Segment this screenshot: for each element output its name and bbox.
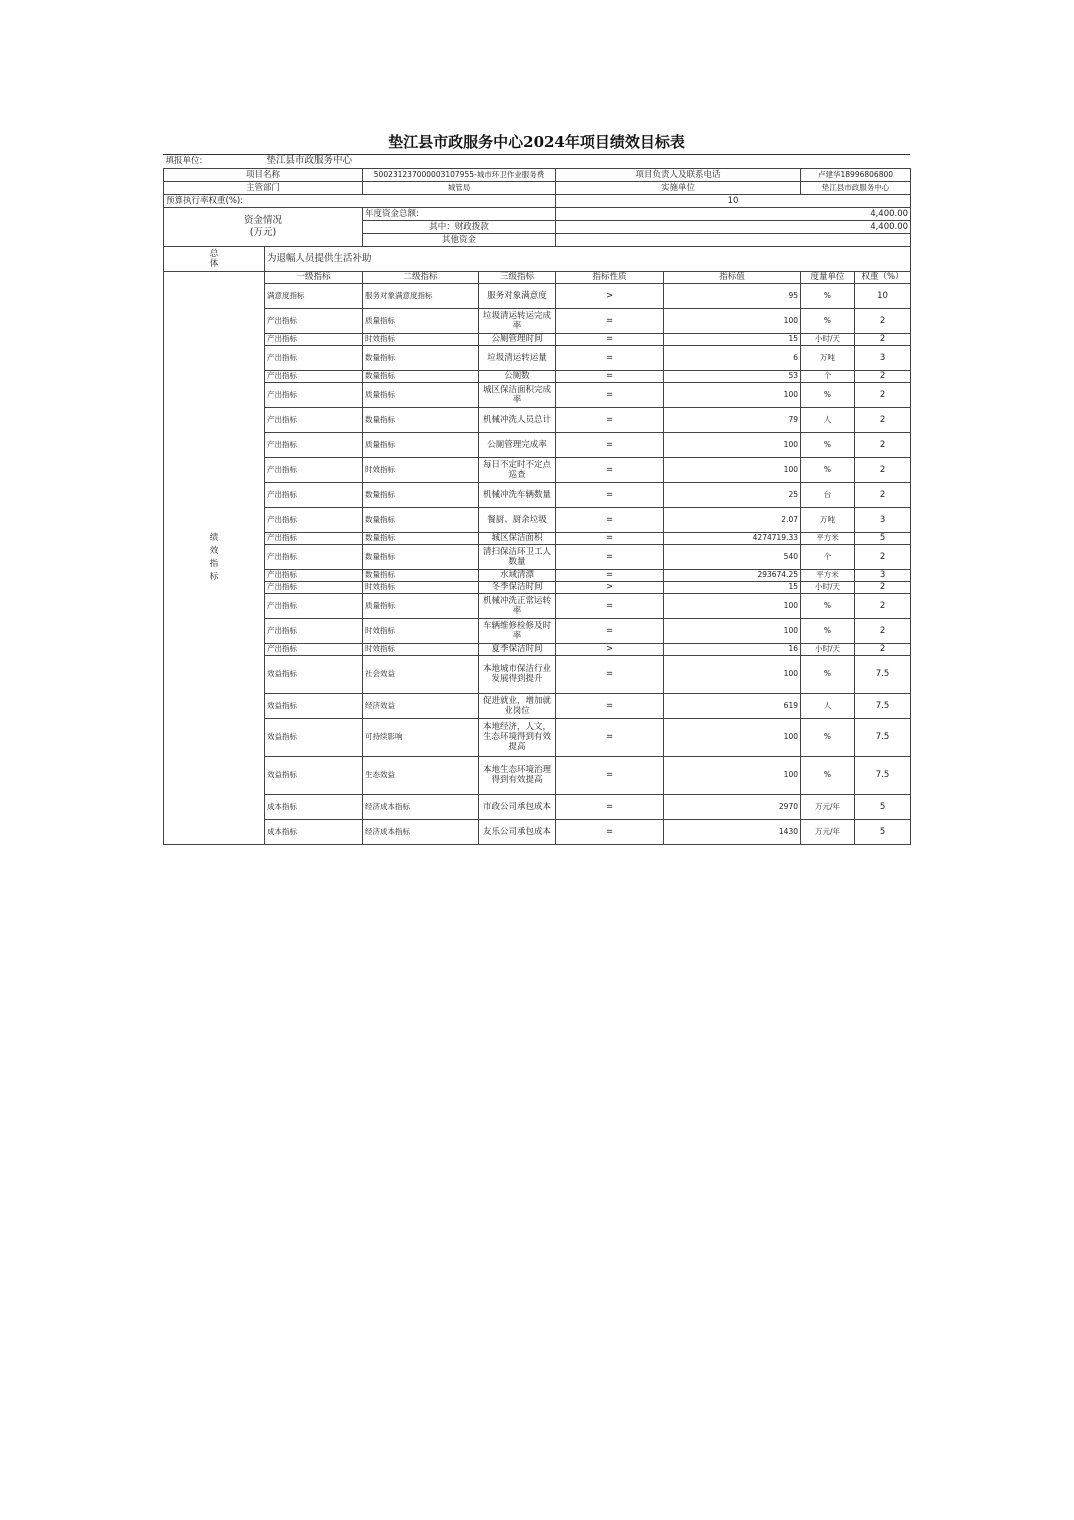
table-row [164, 643, 911, 655]
value-cell: 540 [664, 544, 801, 569]
impl-label: 实施单位 [556, 181, 801, 194]
value-cell: 2.07 [664, 507, 801, 532]
weight-cell: 7.5 [855, 693, 911, 718]
unit-cell: 万元/年 [801, 819, 855, 844]
annual-total-label: 年度资金总额: [363, 207, 556, 220]
level1-cell: 产出指标 [265, 345, 363, 370]
value-cell: 100 [664, 618, 801, 643]
fiscal-label: 其中：财政拨款 [363, 220, 556, 233]
table-row [164, 382, 911, 407]
level1-cell: 产出指标 [265, 370, 363, 382]
weight-cell: 2 [855, 370, 911, 382]
unit-label: 填报单位: [165, 156, 203, 167]
level3-cell: 垃圾清运转运完成率 [479, 308, 556, 333]
level1-cell: 产出指标 [265, 333, 363, 345]
value-cell: 100 [664, 593, 801, 618]
table-row [164, 819, 911, 844]
weight-cell: 2 [855, 308, 911, 333]
level2-cell: 数量指标 [363, 507, 479, 532]
level2-cell: 质量指标 [363, 432, 479, 457]
level3-cell: 本地城市保洁行业发展得到提升 [479, 655, 556, 693]
budget-rate-row [164, 194, 911, 207]
nature-cell: > [556, 283, 664, 308]
level2-cell: 时效指标 [363, 333, 479, 345]
level2-cell: 经济成本指标 [363, 794, 479, 819]
table-row [164, 507, 911, 532]
weight-cell: 2 [855, 544, 911, 569]
level2-cell: 时效指标 [363, 643, 479, 655]
level1-cell: 效益指标 [265, 655, 363, 693]
funds-label: 资金情况 [243, 214, 282, 226]
level1-cell: 成本指标 [265, 819, 363, 844]
weight-cell: 3 [855, 345, 911, 370]
nature-cell: = [556, 618, 664, 643]
level1-cell: 满意度指标 [265, 283, 363, 308]
overall-value: 为退幅人员提供生活补助 [265, 246, 911, 271]
table-row [164, 370, 911, 382]
nature-cell: = [556, 432, 664, 457]
table-row [164, 345, 911, 370]
level3-cell: 餐厨、厨余垃圾 [479, 507, 556, 532]
table-row [164, 569, 911, 581]
budget-rate-value: 10 [556, 194, 911, 207]
unit-cell: 万元/年 [801, 794, 855, 819]
nature-cell: = [556, 544, 664, 569]
unit-cell: % [801, 756, 855, 794]
nature-cell: > [556, 581, 664, 593]
level1-cell: 产出指标 [265, 569, 363, 581]
level1-cell: 成本指标 [265, 794, 363, 819]
table-row [164, 693, 911, 718]
weight-cell: 5 [855, 819, 911, 844]
value-cell: 16 [664, 643, 801, 655]
table-row [164, 432, 911, 457]
level3-cell: 公厕数 [479, 370, 556, 382]
value-cell: 4274719.33 [664, 532, 801, 544]
table-row [164, 718, 911, 756]
weight-cell: 2 [855, 618, 911, 643]
weight-cell: 5 [855, 532, 911, 544]
level1-cell: 产出指标 [265, 544, 363, 569]
table-row [164, 794, 911, 819]
level2-cell: 数量指标 [363, 345, 479, 370]
nature-cell: = [556, 507, 664, 532]
unit-cell: 平方米 [801, 532, 855, 544]
nature-cell: = [556, 407, 664, 432]
weight-cell: 7.5 [855, 655, 911, 693]
unit-cell: 万吨 [801, 507, 855, 532]
unit-row [164, 155, 911, 168]
level2-cell: 质量指标 [363, 382, 479, 407]
value-cell: 2970 [664, 794, 801, 819]
overall-row [164, 246, 911, 271]
level3-cell: 冬季保洁时间 [479, 581, 556, 593]
level1-cell: 产出指标 [265, 482, 363, 507]
level1-cell: 产出指标 [265, 382, 363, 407]
unit-cell: 人 [801, 693, 855, 718]
level2-cell: 数量指标 [363, 569, 479, 581]
table-row [164, 581, 911, 593]
level1-cell: 产出指标 [265, 532, 363, 544]
level3-cell: 城区保洁面积完成率 [479, 382, 556, 407]
value-cell: 6 [664, 345, 801, 370]
dept-label: 主管部门 [164, 181, 363, 194]
table-row [164, 593, 911, 618]
level3-cell: 每日不定时不定点巡查 [479, 457, 556, 482]
value-cell: 100 [664, 308, 801, 333]
header-unit: 度量单位 [801, 271, 855, 283]
level1-cell: 产出指标 [265, 593, 363, 618]
level2-cell: 数量指标 [363, 544, 479, 569]
impl-value: 垫江县市政服务中心 [801, 181, 911, 194]
level3-cell: 市政公司承包成本 [479, 794, 556, 819]
table-row [164, 532, 911, 544]
performance-target-sheet [163, 130, 910, 845]
weight-cell: 2 [855, 457, 911, 482]
level1-cell: 产出指标 [265, 432, 363, 457]
project-name-value: 500231237000003107955-城市环卫作业服务费 [363, 168, 556, 181]
unit-value: 垫江县市政服务中心 [266, 155, 353, 167]
annual-total-row [164, 207, 911, 220]
level2-cell: 时效指标 [363, 581, 479, 593]
unit-cell: % [801, 655, 855, 693]
unit-cell: % [801, 432, 855, 457]
unit-cell: 平方米 [801, 569, 855, 581]
level3-cell: 本地生态环境治理得到有效提高 [479, 756, 556, 794]
project-name-label: 项目名称 [164, 168, 363, 181]
weight-cell: 7.5 [855, 756, 911, 794]
level2-cell: 社会效益 [363, 655, 479, 693]
nature-cell: = [556, 718, 664, 756]
value-cell: 293674.25 [664, 569, 801, 581]
level3-cell: 公厕管理完成率 [479, 432, 556, 457]
weight-cell: 3 [855, 507, 911, 532]
level3-cell: 车辆维修检修及时率 [479, 618, 556, 643]
contact-label: 项目负责人及联系电话 [556, 168, 801, 181]
unit-cell: 小时/天 [801, 581, 855, 593]
value-cell: 100 [664, 457, 801, 482]
weight-cell: 2 [855, 432, 911, 457]
value-cell: 79 [664, 407, 801, 432]
page-title: 垫江县市政服务中心2024年项目绩效目标表 [163, 130, 910, 155]
nature-cell: > [556, 643, 664, 655]
nature-cell: = [556, 794, 664, 819]
value-cell: 619 [664, 693, 801, 718]
level3-cell: 促进就业，增加就业岗位 [479, 693, 556, 718]
unit-cell: % [801, 382, 855, 407]
unit-cell: % [801, 283, 855, 308]
header-l1: 一级指标 [265, 271, 363, 283]
level1-cell: 产出指标 [265, 643, 363, 655]
performance-table [163, 155, 911, 845]
level3-cell: 机械冲洗人员总计 [479, 407, 556, 432]
weight-cell: 2 [855, 581, 911, 593]
nature-cell: = [556, 756, 664, 794]
unit-cell: % [801, 308, 855, 333]
level2-cell: 质量指标 [363, 593, 479, 618]
perf-label-cell [164, 271, 265, 844]
level2-cell: 经济效益 [363, 693, 479, 718]
overall-label-text: 总体 [209, 248, 219, 269]
nature-cell: = [556, 345, 664, 370]
other-label: 其他资金 [363, 233, 556, 246]
table-header-row [164, 271, 911, 283]
nature-cell: = [556, 482, 664, 507]
level1-cell: 效益指标 [265, 756, 363, 794]
level1-cell: 产出指标 [265, 507, 363, 532]
value-cell: 100 [664, 382, 801, 407]
level2-cell: 数量指标 [363, 482, 479, 507]
unit-cell: 人 [801, 407, 855, 432]
table-row [164, 333, 911, 345]
unit-cell: 万吨 [801, 345, 855, 370]
nature-cell: = [556, 308, 664, 333]
level2-cell: 生态效益 [363, 756, 479, 794]
table-row [164, 756, 911, 794]
overall-label [164, 246, 265, 271]
level3-cell: 水域清漂 [479, 569, 556, 581]
value-cell: 95 [664, 283, 801, 308]
other-value [556, 233, 911, 246]
level2-cell: 时效指标 [363, 457, 479, 482]
table-row [164, 407, 911, 432]
level1-cell: 产出指标 [265, 407, 363, 432]
level3-cell: 夏季保洁时间 [479, 643, 556, 655]
level3-cell: 垃圾清运转运量 [479, 345, 556, 370]
unit-cell: % [801, 457, 855, 482]
table-row [164, 618, 911, 643]
level1-cell: 产出指标 [265, 581, 363, 593]
dept-row [164, 181, 911, 194]
table-row [164, 308, 911, 333]
value-cell: 25 [664, 482, 801, 507]
funds-label-cell [164, 207, 363, 246]
value-cell: 100 [664, 655, 801, 693]
level3-cell: 机械冲洗车辆数量 [479, 482, 556, 507]
weight-cell: 10 [855, 283, 911, 308]
project-row [164, 168, 911, 181]
level3-cell: 清扫保洁环卫工人数量 [479, 544, 556, 569]
value-cell: 1430 [664, 819, 801, 844]
nature-cell: = [556, 382, 664, 407]
level1-cell: 效益指标 [265, 718, 363, 756]
level3-cell: 本地经济，人文，生态环境得到有效提高 [479, 718, 556, 756]
unit-cell: % [801, 618, 855, 643]
level3-cell: 城区保洁面积 [479, 532, 556, 544]
budget-rate-label: 预算执行率权重(%): [164, 194, 556, 207]
fiscal-value: 4,400.00 [556, 220, 911, 233]
weight-cell: 2 [855, 643, 911, 655]
weight-cell: 2 [855, 593, 911, 618]
perf-label-text: 绩效指标 [209, 532, 219, 582]
table-row [164, 655, 911, 693]
level2-cell: 可持续影响 [363, 718, 479, 756]
unit-cell: 台 [801, 482, 855, 507]
table-row [164, 544, 911, 569]
dept-value: 城管局 [363, 181, 556, 194]
nature-cell: = [556, 819, 664, 844]
level1-cell: 产出指标 [265, 308, 363, 333]
level3-cell: 公厕管理时间 [479, 333, 556, 345]
value-cell: 53 [664, 370, 801, 382]
weight-cell: 2 [855, 482, 911, 507]
nature-cell: = [556, 569, 664, 581]
nature-cell: = [556, 370, 664, 382]
unit-cell: 小时/天 [801, 333, 855, 345]
level3-cell: 机械冲洗正常运转率 [479, 593, 556, 618]
nature-cell: = [556, 333, 664, 345]
nature-cell: = [556, 532, 664, 544]
nature-cell: = [556, 693, 664, 718]
table-row [164, 457, 911, 482]
level2-cell: 质量指标 [363, 308, 479, 333]
level2-cell: 服务对象满意度指标 [363, 283, 479, 308]
weight-cell: 7.5 [855, 718, 911, 756]
funds-unit: (万元) [249, 226, 277, 238]
contact-value: 卢建华18996806800 [801, 168, 911, 181]
weight-cell: 2 [855, 333, 911, 345]
unit-cell: 个 [801, 544, 855, 569]
unit-cell: % [801, 718, 855, 756]
value-cell: 100 [664, 718, 801, 756]
value-cell: 100 [664, 432, 801, 457]
weight-cell: 3 [855, 569, 911, 581]
level3-cell: 友乐公司承包成本 [479, 819, 556, 844]
annual-total-value: 4,400.00 [556, 207, 911, 220]
nature-cell: = [556, 655, 664, 693]
level1-cell: 效益指标 [265, 693, 363, 718]
header-weight: 权重（%） [855, 271, 911, 283]
weight-cell: 5 [855, 794, 911, 819]
unit-cell: 个 [801, 370, 855, 382]
weight-cell: 2 [855, 382, 911, 407]
nature-cell: = [556, 593, 664, 618]
level2-cell: 数量指标 [363, 532, 479, 544]
table-row [164, 482, 911, 507]
unit-cell: 小时/天 [801, 643, 855, 655]
value-cell: 15 [664, 333, 801, 345]
value-cell: 100 [664, 756, 801, 794]
table-row [164, 283, 911, 308]
level2-cell: 数量指标 [363, 407, 479, 432]
header-value: 指标值 [664, 271, 801, 283]
nature-cell: = [556, 457, 664, 482]
level1-cell: 产出指标 [265, 618, 363, 643]
weight-cell: 2 [855, 407, 911, 432]
header-l3: 三级指标 [479, 271, 556, 283]
unit-cell: % [801, 593, 855, 618]
header-nature: 指标性质 [556, 271, 664, 283]
header-l2: 二级指标 [363, 271, 479, 283]
level2-cell: 经济成本指标 [363, 819, 479, 844]
level1-cell: 产出指标 [265, 457, 363, 482]
level3-cell: 服务对象满意度 [479, 283, 556, 308]
value-cell: 15 [664, 581, 801, 593]
level2-cell: 时效指标 [363, 618, 479, 643]
level2-cell: 数量指标 [363, 370, 479, 382]
